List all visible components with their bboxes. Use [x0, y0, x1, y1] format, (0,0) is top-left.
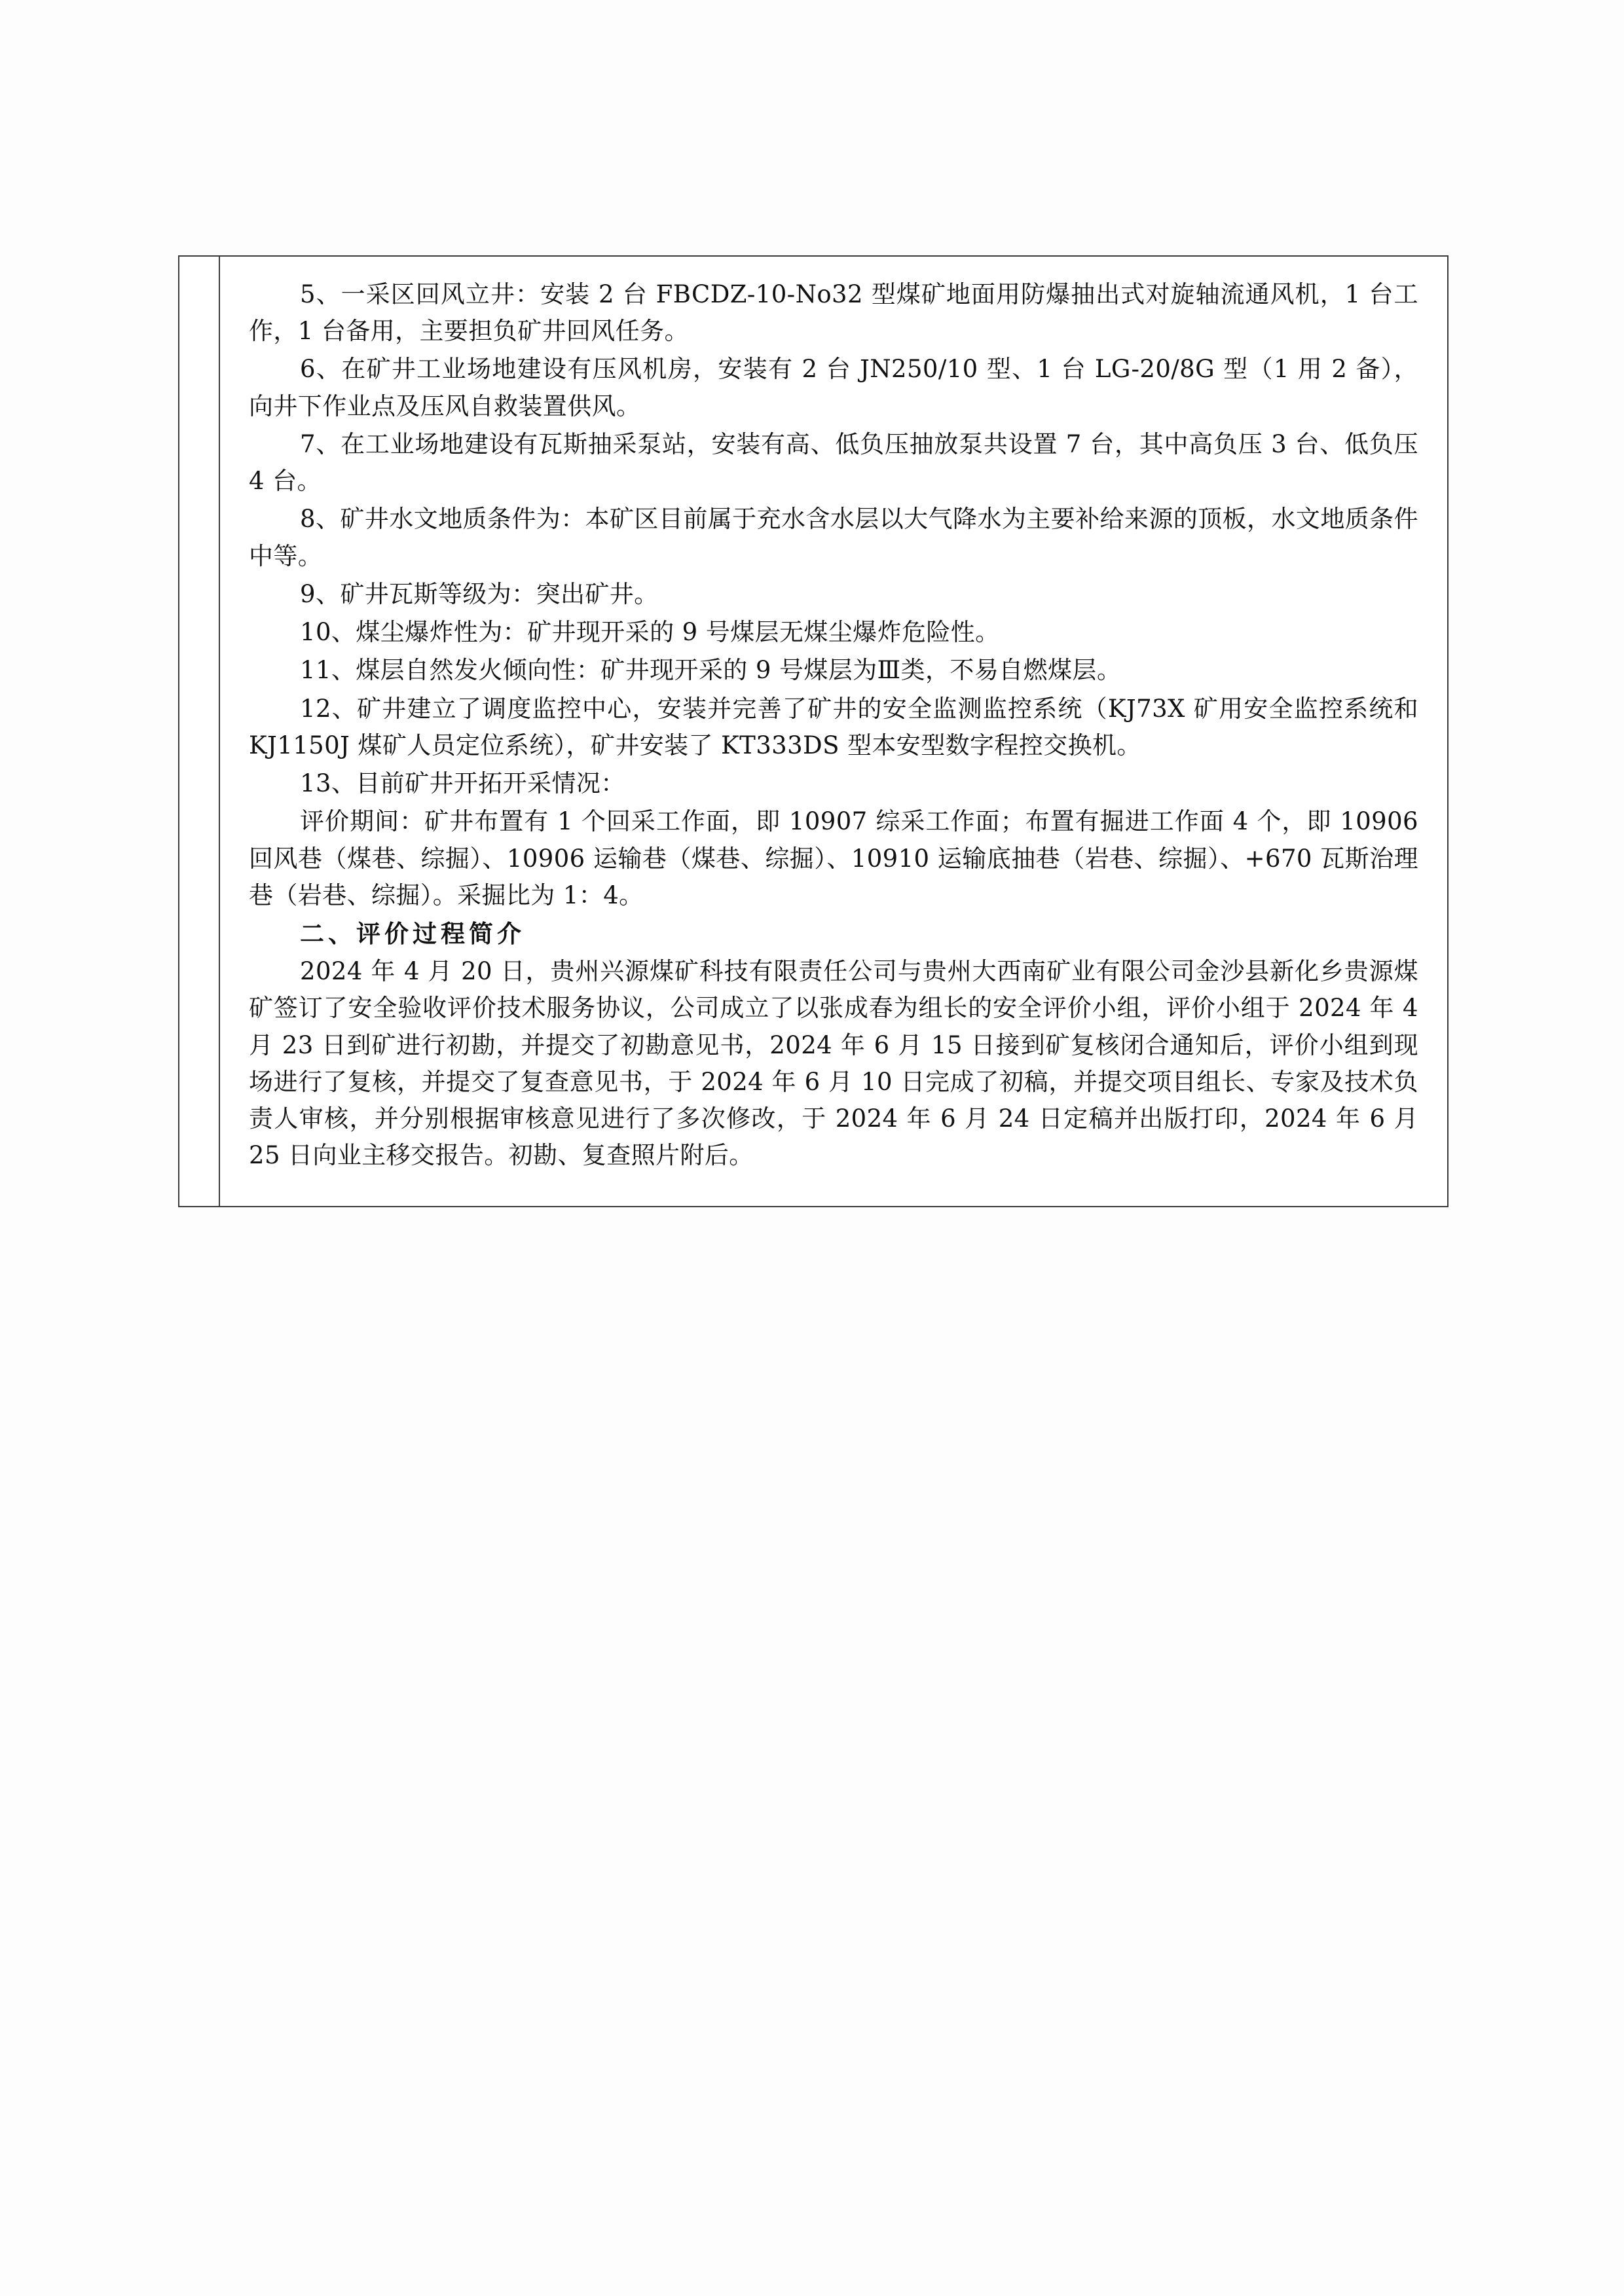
- paragraph-item-11: 11、煤层自然发火倾向性：矿井现开采的 9 号煤层为Ⅲ类，不易自燃煤层。: [300, 656, 1122, 685]
- table-body-column: [220, 257, 1447, 1206]
- paragraph-item-13: 13、目前矿井开拓开采情况：: [300, 769, 625, 798]
- section-two-heading: 二、评价过程简介: [300, 919, 525, 948]
- content-table: [178, 255, 1449, 1207]
- paragraph-item-8: 8、矿井水文地质条件为：本矿区目前属于充水含水层以大气降水为主要补给来源的顶板，水文地质条件中等。: [249, 505, 1418, 570]
- paragraph-section-two-body: 2024 年 4 月 20 日，贵州兴源煤矿科技有限责任公司与贵州大西南矿业有限公司金沙县新化乡贵源煤矿签订了安全验收评价技术服务协议，公司成立了以张成春为组长的安全评价小组，评价小组于 2024 年 4 月 23 日到矿进行初勘，并提交了初勘意见书，2024 年 6 月 15 日接到矿复核闭合通知后，评价小组到现场进行了复核，并提交了复查意见书，于 2024 年 6 月 10 日完成了初稿，并提交项目组长、专家及技术负责人审核，并分别根据审核意见进行了多次修改，于 2024 年 6 月 24 日定稿并出版打印，2024 年 6 月 25 日向业主移交报告。初勘、复查照片附后。: [249, 957, 1418, 1170]
- paragraph-item-5: 5、一采区回风立井：安装 2 台 FBCDZ-10-No32 型煤矿地面用防爆抽出式对旋轴流通风机，1 台工作，1 台备用，主要担负矿井回风任务。: [249, 280, 1418, 346]
- paragraph-item-12: 12、矿井建立了调度监控中心，安装并完善了矿井的安全监测监控系统（KJ73X 矿用安全监控系统和 KJ1150J 煤矿人员定位系统），矿井安装了 KT333DS 型本安型数字程控交换机。: [249, 694, 1418, 759]
- table-label-column: [179, 257, 220, 1206]
- paragraph-item-7: 7、在工业场地建设有瓦斯抽采泵站，安装有高、低负压抽放泵共设置 7 台，其中高负压 3 台、低负压 4 台。: [249, 429, 1418, 496]
- paragraph-item-9: 9、矿井瓦斯等级为：突出矿井。: [300, 579, 659, 608]
- paragraph-item-10: 10、煤尘爆炸性为：矿井现开采的 9 号煤层无煤尘爆炸危险性。: [300, 618, 1000, 647]
- paragraph-item-13-body: 评价期间：矿井布置有 1 个回采工作面，即 10907 综采工作面；布置有掘进工作面 4 个，即 10906 回风巷（煤巷、综掘）、10906 运输巷（煤巷、综掘）、10910 运输底抽巷（岩巷、综掘）、+670 瓦斯治理巷（岩巷、综掘）。采掘比为 1：4。: [249, 807, 1418, 909]
- paragraph-item-6: 6、在矿井工业场地建设有压风机房，安装有 2 台 JN250/10 型、1 台 LG-20/8G 型（1 用 2 备），向井下作业点及压风自救装置供风。: [249, 355, 1418, 420]
